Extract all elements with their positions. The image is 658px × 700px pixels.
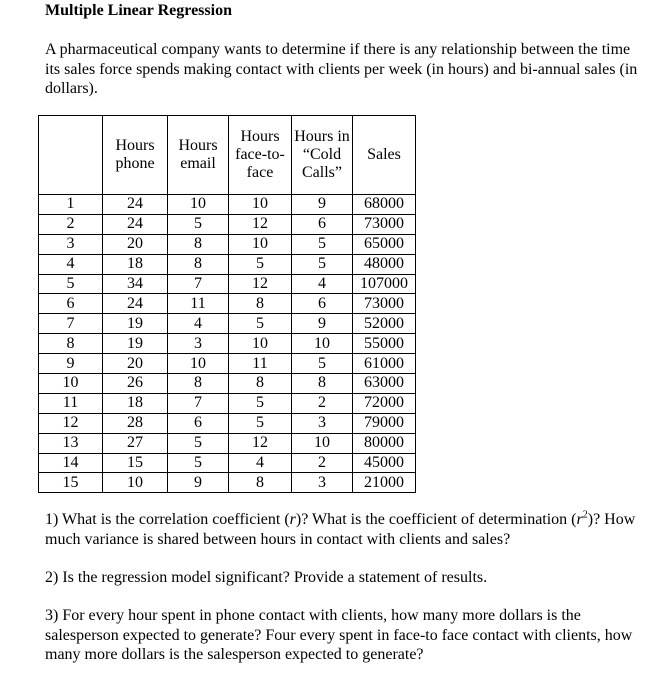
- table-row: [39, 374, 416, 394]
- cell-hours-email: 10: [168, 195, 229, 215]
- cell-sales: 21000: [353, 473, 416, 493]
- table-body: [39, 195, 416, 493]
- cell-hours-cold-calls: 9: [292, 314, 353, 334]
- table-row: [39, 393, 416, 413]
- cell-sales: 55000: [353, 334, 416, 354]
- cell-row-number: 6: [39, 294, 103, 314]
- cell-sales: 45000: [353, 453, 416, 473]
- table-row: [39, 254, 416, 274]
- cell-hours-email: 6: [168, 413, 229, 433]
- cell-hours-cold-calls: 2: [292, 393, 353, 413]
- page-title: Multiple Linear Regression: [45, 2, 232, 19]
- header-hours-cold-calls: Hours in “Cold Calls”: [292, 116, 353, 195]
- table-row: [39, 413, 416, 433]
- cell-sales: 63000: [353, 374, 416, 394]
- cell-hours-cold-calls: 5: [292, 234, 353, 254]
- cell-hours-face-to-face: 8: [229, 374, 292, 394]
- header-row: [39, 116, 416, 195]
- header-hours-face-to-face: Hours face-to-face: [229, 116, 292, 195]
- cell-row-number: 10: [39, 374, 103, 394]
- cell-hours-cold-calls: 10: [292, 433, 353, 453]
- cell-hours-cold-calls: 5: [292, 254, 353, 274]
- cell-hours-cold-calls: 6: [292, 214, 353, 234]
- table-row: [39, 453, 416, 473]
- cell-hours-face-to-face: 12: [229, 433, 292, 453]
- cell-hours-phone: 26: [103, 374, 168, 394]
- table-header: [39, 116, 416, 195]
- cell-sales: 73000: [353, 294, 416, 314]
- cell-hours-cold-calls: 10: [292, 334, 353, 354]
- cell-sales: 79000: [353, 413, 416, 433]
- cell-hours-face-to-face: 5: [229, 413, 292, 433]
- cell-hours-phone: 18: [103, 393, 168, 413]
- cell-row-number: 9: [39, 354, 103, 374]
- cell-hours-cold-calls: 5: [292, 354, 353, 374]
- cell-hours-email: 4: [168, 314, 229, 334]
- cell-hours-face-to-face: 10: [229, 234, 292, 254]
- cell-hours-email: 5: [168, 433, 229, 453]
- cell-row-number: 2: [39, 214, 103, 234]
- cell-hours-face-to-face: 12: [229, 274, 292, 294]
- cell-row-number: 12: [39, 413, 103, 433]
- cell-hours-phone: 28: [103, 413, 168, 433]
- cell-row-number: 13: [39, 433, 103, 453]
- table-row: [39, 354, 416, 374]
- cell-sales: 61000: [353, 354, 416, 374]
- question-1-text-c: )? How much variance is shared between hours in contact with clients and sales?: [45, 511, 636, 548]
- cell-hours-email: 8: [168, 234, 229, 254]
- cell-sales: 68000: [353, 195, 416, 215]
- question-3: 3) For every hour spent in phone contact with clients, how many more dollars is the salesperson expected to generate? Four every spent in face-to face contact with clients, how many more dollars is the salesperson expected to generate?: [45, 607, 633, 663]
- question-2: 2) Is the regression model significant? Provide a statement of results.: [45, 569, 488, 586]
- cell-hours-phone: 24: [103, 214, 168, 234]
- intro-paragraph: A pharmaceutical company wants to determine if there is any relationship between the time its sales force spends making contact with clients per week (in hours) and bi-annual sales (in dollars).: [45, 41, 638, 97]
- cell-sales: 107000: [353, 274, 416, 294]
- cell-hours-email: 11: [168, 294, 229, 314]
- cell-hours-face-to-face: 8: [229, 294, 292, 314]
- cell-hours-phone: 15: [103, 453, 168, 473]
- cell-hours-cold-calls: 4: [292, 274, 353, 294]
- cell-hours-email: 5: [168, 453, 229, 473]
- cell-hours-face-to-face: 10: [229, 195, 292, 215]
- header-hours-phone: Hours phone: [103, 116, 168, 195]
- cell-hours-email: 9: [168, 473, 229, 493]
- table-row: [39, 433, 416, 453]
- cell-row-number: 15: [39, 473, 103, 493]
- question-1: [45, 510, 645, 549]
- table-row: [39, 473, 416, 493]
- cell-sales: 65000: [353, 234, 416, 254]
- table-row: [39, 334, 416, 354]
- table-row: [39, 234, 416, 254]
- cell-row-number: 8: [39, 334, 103, 354]
- cell-hours-cold-calls: 3: [292, 413, 353, 433]
- cell-hours-email: 8: [168, 254, 229, 274]
- cell-hours-phone: 24: [103, 195, 168, 215]
- table-row: [39, 314, 416, 334]
- cell-hours-cold-calls: 8: [292, 374, 353, 394]
- cell-hours-email: 8: [168, 374, 229, 394]
- cell-row-number: 11: [39, 393, 103, 413]
- cell-row-number: 1: [39, 195, 103, 215]
- cell-row-number: 14: [39, 453, 103, 473]
- cell-sales: 52000: [353, 314, 416, 334]
- cell-hours-face-to-face: 5: [229, 393, 292, 413]
- cell-sales: 80000: [353, 433, 416, 453]
- table-row: [39, 195, 416, 215]
- correlation-symbol: r: [289, 511, 296, 528]
- cell-row-number: 5: [39, 274, 103, 294]
- cell-sales: 73000: [353, 214, 416, 234]
- determination-symbol: r: [576, 511, 583, 528]
- cell-hours-email: 10: [168, 354, 229, 374]
- cell-hours-phone: 19: [103, 314, 168, 334]
- cell-hours-cold-calls: 6: [292, 294, 353, 314]
- cell-hours-cold-calls: 9: [292, 195, 353, 215]
- header-sales: Sales: [353, 116, 416, 195]
- cell-hours-email: 3: [168, 334, 229, 354]
- cell-hours-face-to-face: 5: [229, 314, 292, 334]
- table-row: [39, 274, 416, 294]
- cell-hours-email: 7: [168, 274, 229, 294]
- cell-hours-email: 5: [168, 214, 229, 234]
- cell-hours-phone: 34: [103, 274, 168, 294]
- cell-sales: 48000: [353, 254, 416, 274]
- cell-hours-face-to-face: 5: [229, 254, 292, 274]
- cell-row-number: 3: [39, 234, 103, 254]
- cell-hours-face-to-face: 12: [229, 214, 292, 234]
- cell-hours-phone: 18: [103, 254, 168, 274]
- cell-hours-phone: 19: [103, 334, 168, 354]
- cell-hours-face-to-face: 4: [229, 453, 292, 473]
- cell-hours-email: 7: [168, 393, 229, 413]
- cell-hours-face-to-face: 11: [229, 354, 292, 374]
- header-hours-email: Hours email: [168, 116, 229, 195]
- header-row-number: [39, 116, 103, 195]
- cell-row-number: 7: [39, 314, 103, 334]
- cell-hours-face-to-face: 8: [229, 473, 292, 493]
- cell-hours-cold-calls: 3: [292, 473, 353, 493]
- cell-sales: 72000: [353, 393, 416, 413]
- table-row: [39, 294, 416, 314]
- cell-hours-face-to-face: 10: [229, 334, 292, 354]
- cell-hours-phone: 20: [103, 354, 168, 374]
- cell-row-number: 4: [39, 254, 103, 274]
- cell-hours-phone: 24: [103, 294, 168, 314]
- cell-hours-cold-calls: 2: [292, 453, 353, 473]
- cell-hours-phone: 20: [103, 234, 168, 254]
- table-row: [39, 214, 416, 234]
- determination-exponent: 2: [582, 509, 588, 521]
- data-table: [38, 115, 416, 493]
- cell-hours-phone: 27: [103, 433, 168, 453]
- question-1-text-b: )? What is the coefficient of determination (: [295, 511, 577, 528]
- question-1-text-a: 1) What is the correlation coefficient (: [45, 511, 290, 528]
- cell-hours-phone: 10: [103, 473, 168, 493]
